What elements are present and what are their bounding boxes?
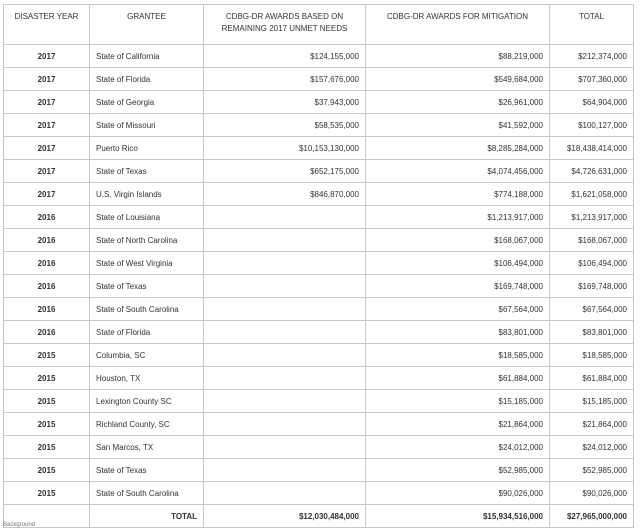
table-row [4,344,634,367]
cell-grantee: State of Missouri [90,114,204,137]
cell-total: $1,213,917,000 [550,206,634,229]
cell-grantee: State of Texas [90,160,204,183]
table-row [4,413,634,436]
cell-grantee: Lexington County SC [90,390,204,413]
cell-grantee: Houston, TX [90,367,204,390]
cell-unmet-needs-award [204,367,366,390]
cell-total: $24,012,000 [550,436,634,459]
cell-total: $169,748,000 [550,275,634,298]
cell-mitigation-award: $549,684,000 [366,68,550,91]
cell-grantee: State of West Virginia [90,252,204,275]
cell-total: $18,585,000 [550,344,634,367]
cell-disaster-year: 2016 [4,252,90,275]
cell-mitigation-award: $4,074,456,000 [366,160,550,183]
table-row [4,252,634,275]
cell-unmet-needs-award: $124,155,000 [204,45,366,68]
cell-disaster-year: 2015 [4,413,90,436]
totals-label: TOTAL [90,505,204,528]
cell-grantee: State of California [90,45,204,68]
cell-total: $64,904,000 [550,91,634,114]
cell-mitigation-award: $83,801,000 [366,321,550,344]
table-row [4,459,634,482]
cell-unmet-needs-award [204,229,366,252]
totals-unmet-needs: $12,030,484,000 [204,505,366,528]
cell-grantee: State of Texas [90,459,204,482]
cell-disaster-year: 2017 [4,68,90,91]
header-disaster-year: DISASTER YEAR [4,5,90,45]
table-row [4,229,634,252]
cell-disaster-year: 2015 [4,459,90,482]
cell-mitigation-award: $88,219,000 [366,45,550,68]
cell-mitigation-award: $169,748,000 [366,275,550,298]
cell-disaster-year: 2017 [4,137,90,160]
cell-grantee: State of Florida [90,321,204,344]
totals-row [4,505,634,528]
cell-disaster-year: 2016 [4,321,90,344]
cell-unmet-needs-award [204,482,366,505]
cell-total: $4,726,631,000 [550,160,634,183]
cell-unmet-needs-award [204,298,366,321]
cell-disaster-year: 2017 [4,114,90,137]
cell-grantee: State of Georgia [90,91,204,114]
table-row [4,45,634,68]
cell-unmet-needs-award [204,413,366,436]
header-unmet-needs-awards: CDBG-DR AWARDS BASED ON REMAINING 2017 UNMET NEEDS [204,5,366,45]
cell-total: $61,884,000 [550,367,634,390]
cell-grantee: Richland County, SC [90,413,204,436]
totals-mitigation: $15,934,516,000 [366,505,550,528]
cell-unmet-needs-award [204,436,366,459]
cell-total: $21,864,000 [550,413,634,436]
cell-unmet-needs-award: $157,676,000 [204,68,366,91]
table-row [4,137,634,160]
cell-unmet-needs-award: $10,153,130,000 [204,137,366,160]
cell-mitigation-award: $41,592,000 [366,114,550,137]
table-body [4,45,634,528]
header-total: TOTAL [550,5,634,45]
cell-grantee: State of South Carolina [90,298,204,321]
header-row [4,5,634,45]
cell-total: $168,067,000 [550,229,634,252]
cell-disaster-year: 2016 [4,298,90,321]
cell-disaster-year: 2016 [4,206,90,229]
awards-table [3,4,634,528]
cell-mitigation-award: $90,026,000 [366,482,550,505]
cell-unmet-needs-award: $652,175,000 [204,160,366,183]
table-row [4,206,634,229]
cell-disaster-year: 2017 [4,91,90,114]
cell-unmet-needs-award [204,206,366,229]
cell-unmet-needs-award [204,275,366,298]
cell-disaster-year: 2017 [4,45,90,68]
cell-disaster-year: 2015 [4,436,90,459]
cell-disaster-year: 2017 [4,160,90,183]
cell-total: $212,374,000 [550,45,634,68]
table-row [4,482,634,505]
cell-mitigation-award: $774,188,000 [366,183,550,206]
cell-unmet-needs-award [204,390,366,413]
cell-grantee: Puerto Rico [90,137,204,160]
cell-total: $90,026,000 [550,482,634,505]
cell-total: $83,801,000 [550,321,634,344]
cell-grantee: State of South Carolina [90,482,204,505]
table-row [4,275,634,298]
cell-total: $52,985,000 [550,459,634,482]
totals-grand-total: $27,965,000,000 [550,505,634,528]
cell-disaster-year: 2016 [4,229,90,252]
cell-unmet-needs-award: $37,943,000 [204,91,366,114]
cell-disaster-year: 2015 [4,390,90,413]
cell-mitigation-award: $52,985,000 [366,459,550,482]
table-row [4,114,634,137]
table-row [4,436,634,459]
cell-mitigation-award: $106,494,000 [366,252,550,275]
cell-unmet-needs-award: $846,870,000 [204,183,366,206]
cell-total: $1,621,058,000 [550,183,634,206]
table-row [4,183,634,206]
cell-mitigation-award: $1,213,917,000 [366,206,550,229]
cell-mitigation-award: $26,961,000 [366,91,550,114]
cell-unmet-needs-award [204,459,366,482]
cell-total: $106,494,000 [550,252,634,275]
cell-unmet-needs-award [204,321,366,344]
cell-mitigation-award: $24,012,000 [366,436,550,459]
cell-disaster-year: 2015 [4,344,90,367]
table-row [4,68,634,91]
cell-unmet-needs-award [204,252,366,275]
cell-unmet-needs-award [204,344,366,367]
table-row [4,321,634,344]
cell-grantee: State of Florida [90,68,204,91]
cell-total: $18,438,414,000 [550,137,634,160]
cell-mitigation-award: $15,185,000 [366,390,550,413]
cell-mitigation-award: $61,884,000 [366,367,550,390]
table-row [4,160,634,183]
table-row [4,298,634,321]
cell-disaster-year: 2015 [4,482,90,505]
cell-disaster-year: 2016 [4,275,90,298]
cell-mitigation-award: $8,285,284,000 [366,137,550,160]
cell-total: $67,564,000 [550,298,634,321]
footnote: Background [3,522,36,528]
table-row [4,367,634,390]
cell-disaster-year: 2017 [4,183,90,206]
cell-mitigation-award: $21,864,000 [366,413,550,436]
cell-grantee: San Marcos, TX [90,436,204,459]
cell-grantee: State of Louisiana [90,206,204,229]
cell-unmet-needs-award: $58,535,000 [204,114,366,137]
table-row [4,91,634,114]
cell-grantee: State of Texas [90,275,204,298]
cell-disaster-year: 2015 [4,367,90,390]
cell-mitigation-award: $67,564,000 [366,298,550,321]
cell-total: $100,127,000 [550,114,634,137]
cell-total: $707,360,000 [550,68,634,91]
cell-grantee: State of North Carolina [90,229,204,252]
header-grantee: GRANTEE [90,5,204,45]
cell-total: $15,185,000 [550,390,634,413]
cell-grantee: Columbia, SC [90,344,204,367]
table-row [4,390,634,413]
cell-mitigation-award: $18,585,000 [366,344,550,367]
header-mitigation-awards: CDBG-DR AWARDS FOR MITIGATION [366,5,550,45]
cell-mitigation-award: $168,067,000 [366,229,550,252]
cell-grantee: U.S. Virgin Islands [90,183,204,206]
